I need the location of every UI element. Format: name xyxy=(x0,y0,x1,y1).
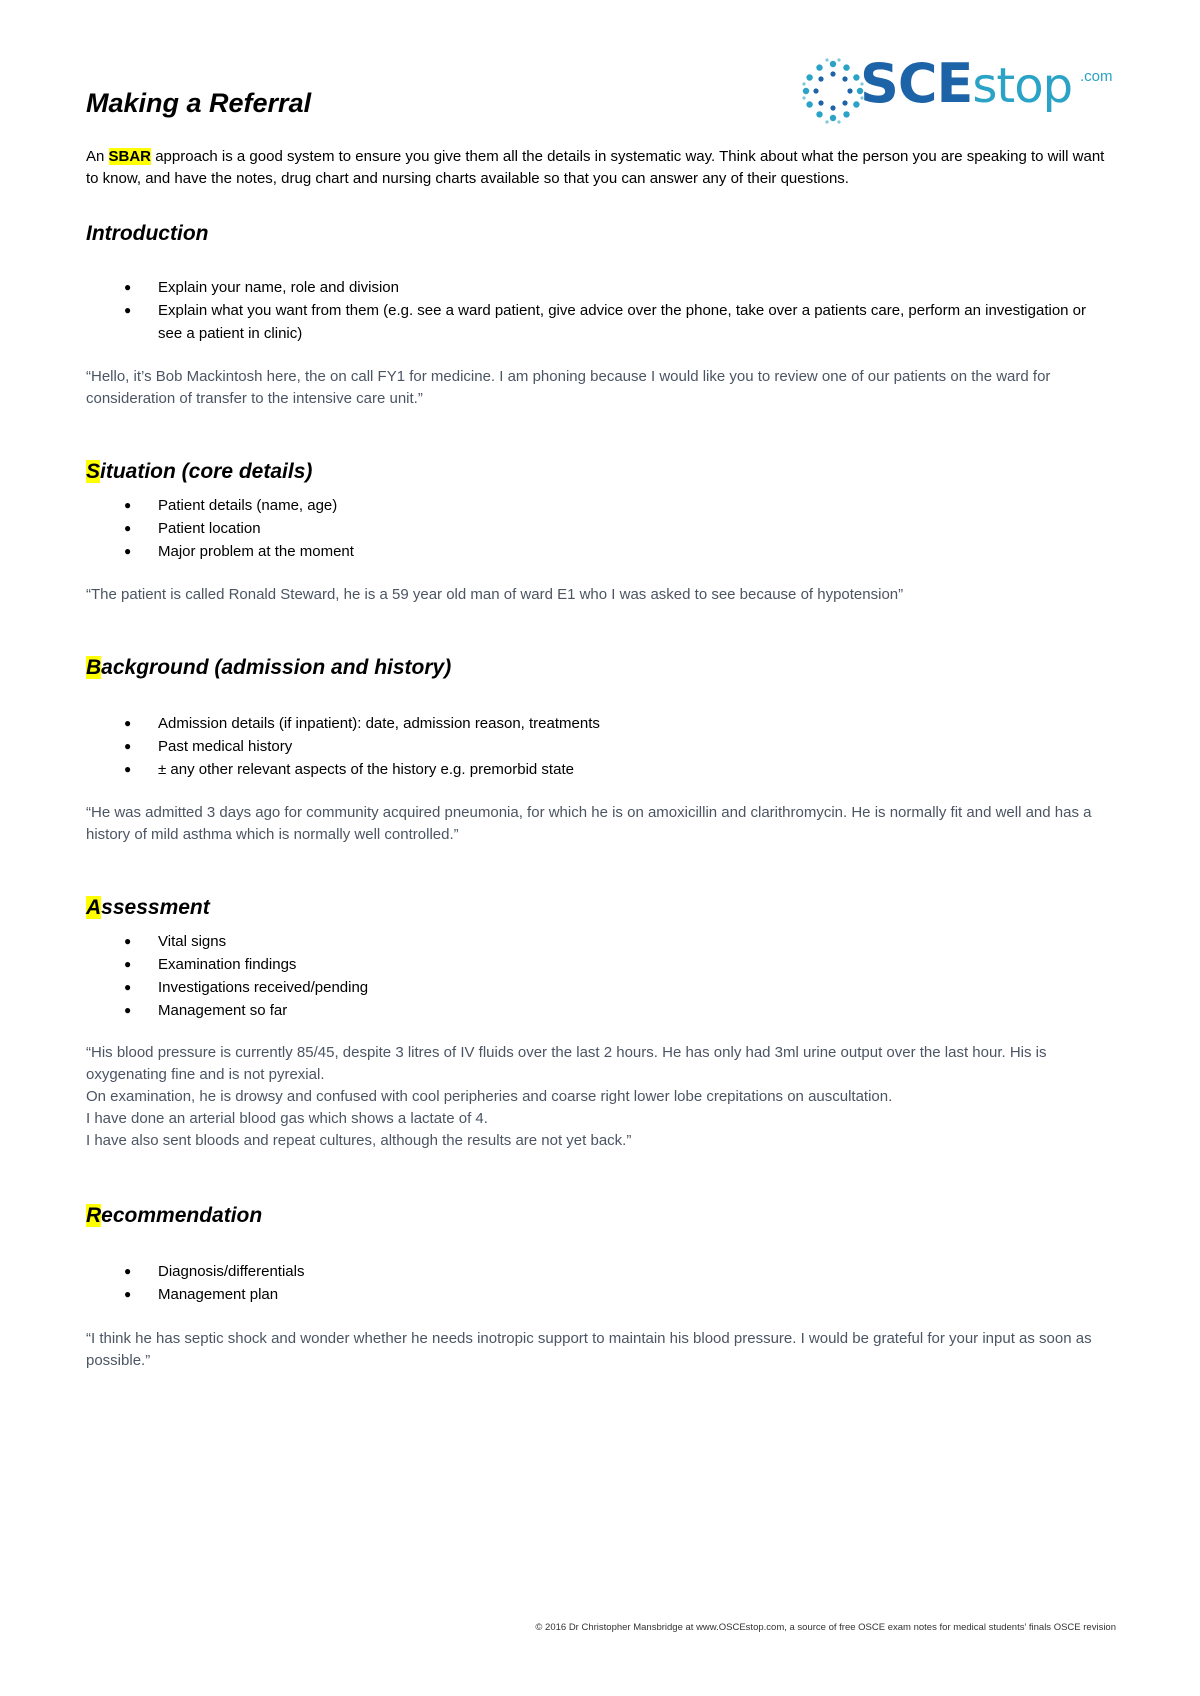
logo-stop-text: stop xyxy=(972,58,1073,114)
list-item xyxy=(86,976,1086,999)
quote-line: On examination, he is drowsy and confused with cool peripheries and coarse right lower lobe crepitations on auscultation. xyxy=(86,1088,893,1105)
bullet-icon: ● xyxy=(124,1003,132,1017)
list-item-text: Examination findings xyxy=(158,956,297,973)
bullet-icon: ● xyxy=(124,1287,132,1301)
list-item-text: Vital signs xyxy=(158,933,227,950)
logo-sce-text: SCE xyxy=(860,52,973,115)
list-item-text: Major problem at the moment xyxy=(158,543,354,560)
intro-before: An xyxy=(86,148,109,165)
list-item-text: Explain your name, role and division xyxy=(158,279,399,296)
intro-after: approach is a good system to ensure you give them all the details in systematic way. Think about what the person you are speaking to will want to know, and have the notes, drug chart and nursing charts available so that you can answer any of their questions. xyxy=(86,148,1105,187)
recommendation-example-quote xyxy=(86,1328,1126,1372)
heading-introduction xyxy=(86,222,208,246)
bullet-icon: ● xyxy=(124,544,132,558)
bullet-icon: ● xyxy=(124,303,132,317)
introduction-example-quote xyxy=(86,366,1126,410)
quote-line: “The patient is called Ronald Steward, he is a 59 year old man of ward E1 who I was asked to see because of hypotension” xyxy=(86,586,904,603)
bullet-icon: ● xyxy=(124,739,132,753)
heading-background xyxy=(86,656,451,680)
list-item-text: Patient details (name, age) xyxy=(158,497,338,514)
logo-dots-icon xyxy=(798,56,868,126)
intro-paragraph xyxy=(86,146,1116,190)
quote-line: I have also sent bloods and repeat cultures, although the results are not yet back.” xyxy=(86,1132,632,1149)
bullet-icon: ● xyxy=(124,521,132,535)
heading-background-initial: B xyxy=(86,656,102,679)
list-item-text: Investigations received/pending xyxy=(158,979,369,996)
assessment-bullets xyxy=(86,930,1086,1022)
quote-line: I have done an arterial blood gas which shows a lactate of 4. xyxy=(86,1110,488,1127)
list-item xyxy=(86,953,1086,976)
list-item-text: Explain what you want from them (e.g. see a ward patient, give advice over the phone, take over a patients care, perform an investigation or see a patient in clinic) xyxy=(158,302,1087,342)
page-title: Making a Referral xyxy=(86,88,312,118)
bullet-icon: ● xyxy=(124,934,132,948)
heading-situation-text: ituation (core details) xyxy=(100,460,313,483)
list-item-text: ± any other relevant aspects of the history e.g. premorbid state xyxy=(158,761,574,778)
list-item xyxy=(86,494,1086,517)
list-item xyxy=(86,735,1086,758)
quote-line: “I think he has septic shock and wonder whether he needs inotropic support to maintain his blood pressure. I would be grateful for your input as soon as possible.” xyxy=(86,1330,1092,1369)
recommendation-bullets xyxy=(86,1260,1086,1306)
list-item xyxy=(86,276,1086,299)
heading-background-text: ackground (admission and history) xyxy=(101,656,452,679)
heading-situation-initial: S xyxy=(86,460,101,483)
list-item xyxy=(86,540,1086,563)
osce-stop-logo xyxy=(798,50,1138,130)
heading-assessment-text: ssessment xyxy=(101,896,210,919)
situation-bullets xyxy=(86,494,1086,563)
list-item-text: Diagnosis/differentials xyxy=(158,1263,305,1280)
copyright-footer: © 2016 Dr Christopher Mansbridge at www.OSCEstop.com, a source of free OSCE exam notes for medical students’ finals OSCE revision xyxy=(535,1622,1116,1633)
bullet-icon: ● xyxy=(124,957,132,971)
bullet-icon: ● xyxy=(124,1264,132,1278)
heading-situation xyxy=(86,460,312,484)
list-item xyxy=(86,712,1086,735)
quote-line: “He was admitted 3 days ago for community acquired pneumonia, for which he is on amoxicillin and clarithromycin. He is normally fit and well and has a history of mild asthma which is normally well controlled.” xyxy=(86,804,1092,843)
list-item xyxy=(86,758,1086,781)
list-item xyxy=(86,999,1086,1022)
heading-recommendation-initial: R xyxy=(86,1204,102,1227)
list-item-text: Management so far xyxy=(158,1002,288,1019)
bullet-icon: ● xyxy=(124,498,132,512)
list-item xyxy=(86,930,1086,953)
list-item-text: Patient location xyxy=(158,520,261,537)
bullet-icon: ● xyxy=(124,716,132,730)
introduction-bullets xyxy=(86,276,1086,345)
list-item xyxy=(86,1283,1086,1306)
sbar-highlight: SBAR xyxy=(108,148,152,165)
list-item-text: Past medical history xyxy=(158,738,293,755)
list-item xyxy=(86,299,1086,345)
heading-recommendation xyxy=(86,1204,262,1228)
bullet-icon: ● xyxy=(124,980,132,994)
bullet-icon: ● xyxy=(124,280,132,294)
situation-example-quote xyxy=(86,584,1126,606)
list-item-text: Admission details (if inpatient): date, admission reason, treatments xyxy=(158,715,600,732)
bullet-icon: ● xyxy=(124,762,132,776)
heading-recommendation-text: ecommendation xyxy=(101,1204,263,1227)
list-item xyxy=(86,517,1086,540)
assessment-example-quote xyxy=(86,1042,1126,1152)
heading-introduction-text: Introduction xyxy=(86,222,209,245)
background-example-quote xyxy=(86,802,1126,846)
heading-assessment xyxy=(86,896,210,920)
logo-wordmark xyxy=(860,52,1072,115)
list-item-text: Management plan xyxy=(158,1286,279,1303)
list-item xyxy=(86,1260,1086,1283)
background-bullets xyxy=(86,712,1086,781)
quote-line: “Hello, it’s Bob Mackintosh here, the on call FY1 for medicine. I am phoning because I would like you to review one of our patients on the ward for consideration of transfer to the intensive care unit.” xyxy=(86,368,1051,407)
logo-com-text: .com xyxy=(1080,68,1113,85)
quote-line: “His blood pressure is currently 85/45, despite 3 litres of IV fluids over the last 2 hours. He has only had 3ml urine output over the last hour. His is oxygenating fine and is not pyrexial. xyxy=(86,1044,1047,1083)
heading-assessment-initial: A xyxy=(86,896,102,919)
